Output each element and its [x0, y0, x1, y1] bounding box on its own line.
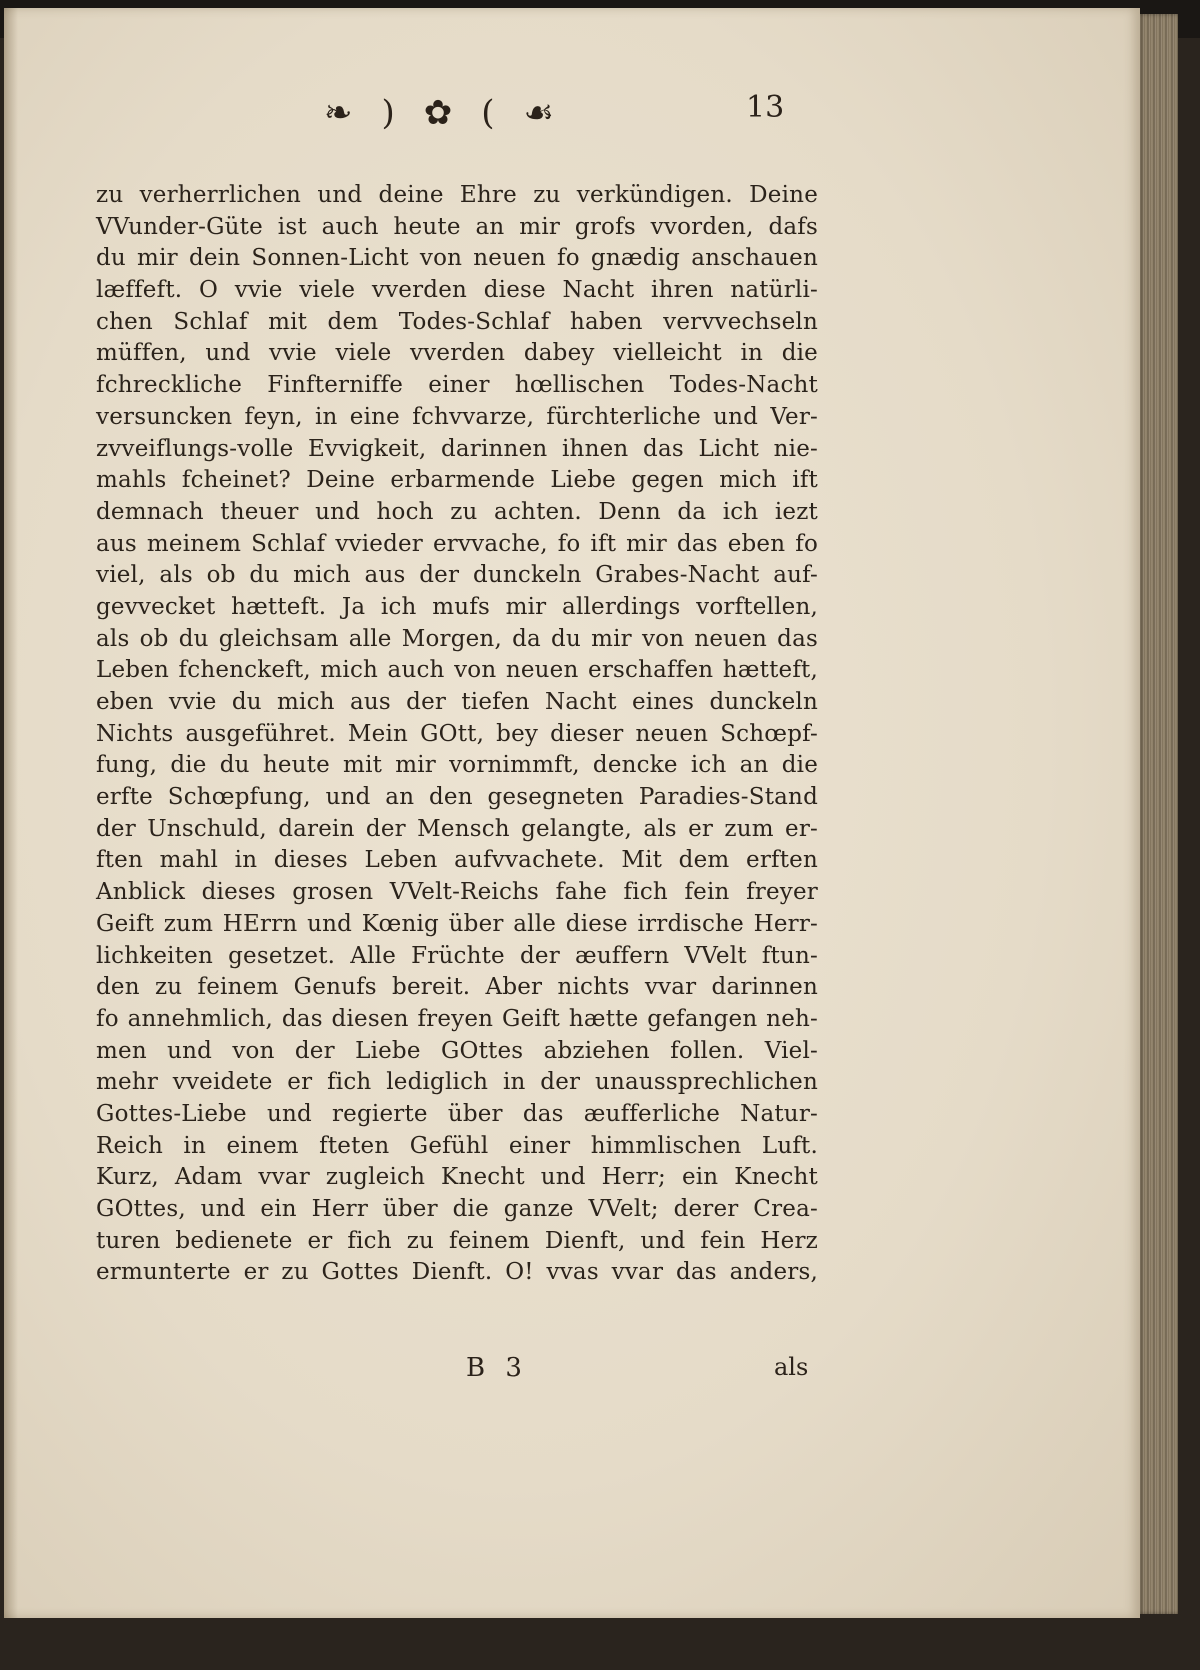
ornament-paren-right-icon: ( [481, 93, 495, 133]
text-line: fung, die du heute mit mir vornimmft, dencke ich an die [96, 752, 818, 779]
text-line: zvveiflungs-volle Evvigkeit, darinnen ihnen das Licht nie- [96, 435, 818, 462]
text-line: viel, als ob du mich aus der dunckeln Grabes-Nacht auf- [96, 562, 818, 589]
text-line: fo annehmlich, das diesen freyen Geift hætte gefangen neh- [96, 1005, 818, 1032]
text-line: als ob du gleichsam alle Morgen, da du mir von neuen das [96, 625, 818, 652]
text-line: Leben fchenckeft, mich auch von neuen erschaffen hætteft, [96, 657, 818, 684]
text-line: zu verherrlichen und deine Ehre zu verkündigen. Deine [96, 182, 818, 208]
text-line: fchreckliche Finfterniffe einer hœllischen Todes-Nacht [96, 372, 818, 399]
text-line: chen Schlaf mit dem Todes-Schlaf haben vervvechseln [96, 308, 818, 335]
signature-mark: B 3 [466, 1353, 528, 1383]
page-footer [4, 1353, 1140, 1393]
text-line: turen bedienete er fich zu feinem Dienft, und fein Herz [96, 1227, 818, 1254]
text-line: versuncken feyn, in eine fchvvarze, fürchterliche und Ver- [96, 403, 818, 430]
text-line: eben vvie du mich aus der tiefen Nacht eines dunckeln [96, 689, 818, 715]
text-line: ermunterte er zu Gottes Dienft. O! vvas vvar das anders, [96, 1259, 818, 1286]
page-edges [1138, 14, 1178, 1614]
header-ornament [324, 88, 554, 138]
text-line: men und von der Liebe GOttes abziehen follen. Viel- [96, 1037, 818, 1064]
text-line: demnach theuer und hoch zu achten. Denn da ich iezt [96, 498, 818, 525]
catchword: als [774, 1353, 809, 1381]
text-line: mehr vveidete er fich lediglich in der unaussprechlichen [96, 1069, 818, 1096]
text-line: du mir dein Sonnen-Licht von neuen fo gnædig anschauen [96, 245, 818, 272]
ornament-right-icon: ☙ [523, 93, 554, 133]
ornament-left-icon: ❧ [324, 93, 353, 133]
text-line: GOttes, und ein Herr über die ganze VVelt; derer Crea- [96, 1196, 818, 1222]
text-line: Anblick dieses grosen VVelt-Reichs fahe fich fein freyer [96, 879, 818, 906]
text-line: lichkeiten gesetzet. Alle Früchte der æuffern VVelt ftun- [96, 942, 818, 969]
text-line: der Unschuld, darein der Mensch gelangte, als er zum er- [96, 815, 818, 842]
page-number: 13 [746, 90, 785, 125]
text-line: mahls fcheinet? Deine erbarmende Liebe gegen mich ift [96, 467, 818, 494]
text-line: aus meinem Schlaf vvieder ervvache, fo ift mir das eben fo [96, 530, 818, 557]
gutter-shadow [4, 8, 18, 1618]
text-line: Geift zum HErrn und Kœnig über alle diese irrdische Herr- [96, 910, 818, 937]
ornament-flower-icon: ✿ [423, 93, 453, 133]
text-line: Kurz, Adam vvar zugleich Knecht und Herr; ein Knecht [96, 1164, 818, 1191]
text-line: ften mahl in dieses Leben aufvvachete. Mit dem erften [96, 847, 818, 874]
text-line: gevvecket hætteft. Ja ich mufs mir allerdings vorftellen, [96, 593, 818, 620]
ornament-paren-left-icon: ) [381, 93, 395, 133]
text-line: Reich in einem fteten Gefühl einer himmlischen Luft. [96, 1132, 818, 1159]
text-line: Nichts ausgeführet. Mein GOtt, bey dieser neuen Schœpf- [96, 720, 818, 747]
text-line: VVunder-Güte ist auch heute an mir grofs vvorden, dafs [96, 213, 818, 240]
body-text [96, 180, 818, 1289]
page [4, 8, 1140, 1618]
text-line: erfte Schœpfung, und an den gesegneten Paradies-Stand [96, 784, 818, 811]
text-line: læffeft. O vvie viele vverden diese Nacht ihren natürli- [96, 277, 818, 304]
text-line: den zu feinem Genufs bereit. Aber nichts vvar darinnen [96, 974, 818, 1001]
running-header [4, 88, 1140, 138]
text-line: müffen, und vvie viele vverden dabey vielleicht in die [96, 340, 818, 367]
text-line: Gottes-Liebe und regierte über das æufferliche Natur- [96, 1100, 818, 1127]
